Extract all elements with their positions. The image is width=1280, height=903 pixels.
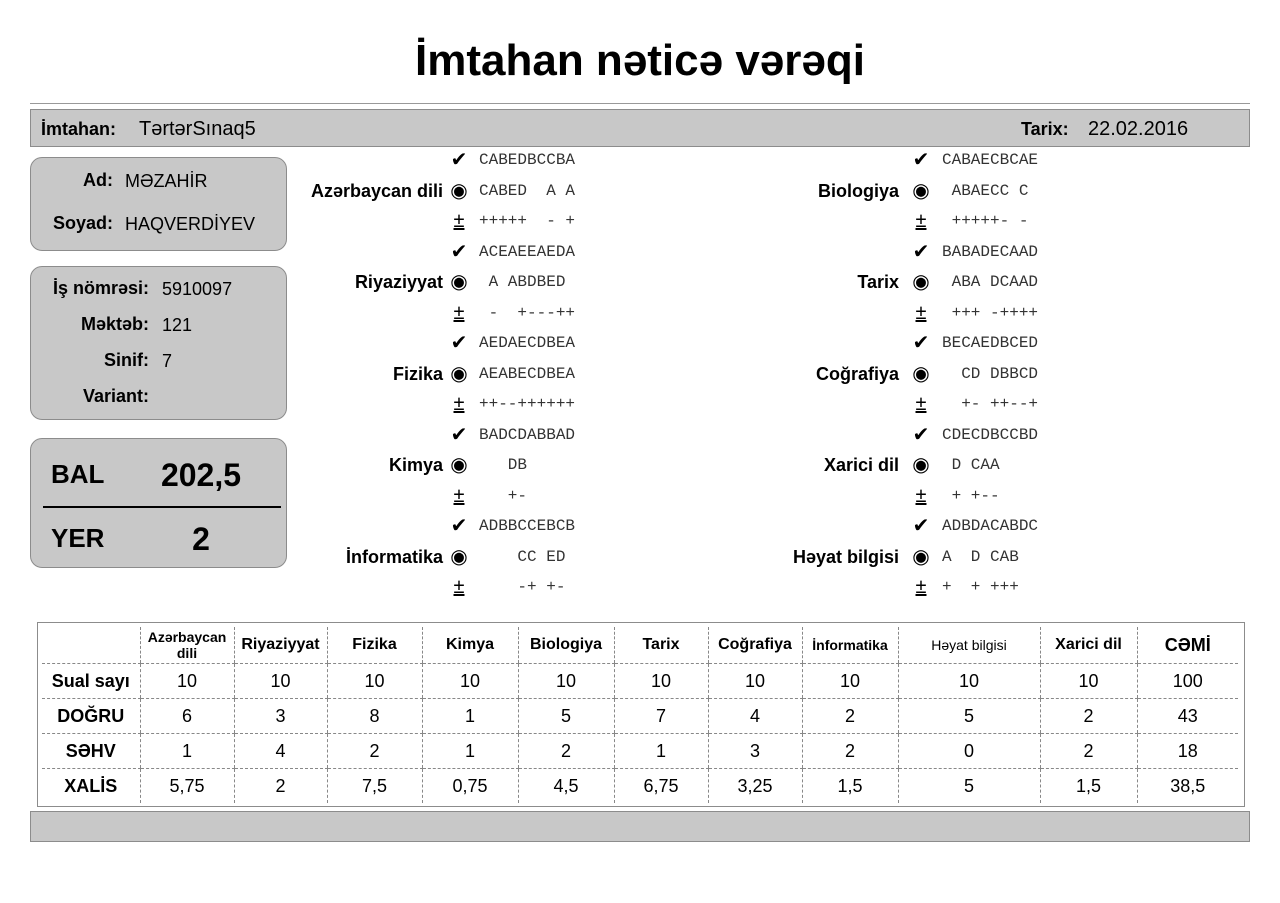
table-cell: 1,5 [1040, 769, 1137, 804]
school-value: 121 [162, 315, 193, 335]
student-panel [30, 157, 287, 251]
table-cell: 10 [422, 664, 518, 699]
subject-name: Xarici dil [823, 455, 899, 475]
column-header: İnformatika [802, 627, 898, 664]
table-cell: 4 [234, 734, 327, 769]
subject-name: Həyat bilgisi [792, 546, 899, 567]
plus-minus-icon: ± [915, 484, 927, 507]
student-name: MƏZAHİR [125, 171, 208, 191]
results-table-box [37, 622, 1245, 807]
table-cell: 3 [234, 699, 327, 734]
table-cell: 5,75 [140, 769, 234, 804]
answer-key: BABADECAAD [942, 242, 1039, 261]
class-value: 7 [162, 351, 173, 371]
student-answers: A ABDBED [479, 273, 566, 291]
result-marks: - +---++ [479, 303, 576, 322]
student-answers: ABA DCAAD [942, 273, 1039, 291]
subject-name: Azərbaycan dili [310, 180, 443, 201]
radio-icon: ◉ [450, 179, 468, 202]
table-cell: 10 [327, 664, 422, 699]
student-surname: HAQVERDİYEV [125, 214, 256, 234]
check-icon: ✔ [912, 240, 930, 263]
answer-key: ADBBCCEBCB [479, 517, 576, 535]
row-label: XALİS [64, 775, 118, 796]
student-answers: CD DBBCD [942, 364, 1039, 383]
table-cell: 5 [898, 769, 1040, 804]
table-cell: 10 [898, 664, 1040, 699]
check-icon: ✔ [912, 423, 930, 446]
table-cell: 10 [1040, 664, 1137, 699]
answer-key: BECAEDBCED [942, 334, 1039, 352]
column-header: Xarici dil [1040, 627, 1137, 664]
subject-name: Biologiya [817, 180, 899, 201]
result-marks: +- ++--+ [942, 395, 1039, 413]
table-cell: 1 [422, 734, 518, 769]
plus-minus-icon: ± [453, 484, 465, 507]
table-cell: 6 [140, 699, 234, 734]
student-answers: D CAA [942, 456, 1000, 474]
radio-icon: ◉ [912, 545, 930, 568]
column-header: Həyat bilgisi [898, 627, 1040, 664]
table-cell: 4,5 [518, 769, 614, 804]
plus-minus-icon: ± [915, 210, 927, 232]
radio-icon: ◉ [450, 362, 468, 385]
subject-name: Tarix [857, 272, 899, 292]
result-marks: -+ +- [479, 578, 566, 596]
table-cell: 3,25 [708, 769, 802, 804]
footer-bar [30, 811, 1250, 842]
table-cell: 2 [1040, 699, 1137, 734]
table-cell: 100 [1137, 664, 1238, 699]
result-marks: + +-- [942, 486, 1000, 505]
student-answers: A D CAB [942, 547, 1019, 566]
check-icon: ✔ [450, 332, 468, 354]
column-header [42, 627, 140, 664]
date-value: 22.02.2016 [1088, 118, 1189, 140]
result-marks: +++++- - [942, 212, 1029, 230]
column-header: Fizika [327, 627, 422, 664]
table-cell: 10 [708, 664, 802, 699]
variant-label: Variant: [82, 386, 149, 406]
plus-minus-icon: ± [453, 301, 465, 324]
id-value: 5910097 [162, 279, 233, 299]
result-marks: + + +++ [942, 578, 1019, 596]
table-cell: 1 [614, 734, 708, 769]
table-row [42, 769, 1238, 804]
column-header: Kimya [422, 627, 518, 664]
subject-name: İnformatika [345, 546, 443, 567]
answer-key: BADCDABBAD [479, 425, 576, 444]
result-marks: +++++ - + [479, 212, 576, 230]
radio-icon: ◉ [912, 271, 930, 293]
radio-icon: ◉ [450, 545, 468, 568]
table-cell: 0,75 [422, 769, 518, 804]
page-title: İmtahan nəticə vərəqi [415, 36, 865, 85]
subject-name: Riyaziyyat [354, 272, 443, 292]
table-cell: 2 [518, 734, 614, 769]
column-header: CƏMİ [1137, 627, 1238, 664]
column-header: Azərbaycan dili [140, 627, 234, 664]
table-cell: 2 [327, 734, 422, 769]
table-cell: 10 [802, 664, 898, 699]
table-cell: 43 [1137, 699, 1238, 734]
plus-minus-icon: ± [915, 393, 927, 415]
answer-key: ACEAEEAEDA [479, 242, 576, 261]
result-marks: +- [479, 486, 528, 505]
student-answers: AEABECDBEA [479, 364, 576, 383]
school-label: Məktəb: [80, 314, 149, 334]
surname-label: Soyad: [52, 213, 113, 233]
answer-key: CABEDBCCBA [479, 151, 576, 169]
table-row [42, 699, 1238, 734]
column-header: Biologiya [518, 627, 614, 664]
check-icon: ✔ [912, 332, 930, 354]
answer-key: CABAECBCAE [942, 151, 1039, 169]
column-header: Coğrafiya [708, 627, 802, 664]
check-icon: ✔ [450, 149, 468, 171]
results-table [42, 627, 1238, 803]
exam-header-bar [30, 109, 1250, 147]
name-label: Ad: [83, 170, 113, 190]
table-cell: 6,75 [614, 769, 708, 804]
subject-name: Kimya [388, 455, 443, 475]
check-icon: ✔ [450, 423, 468, 446]
plus-minus-icon: ± [453, 393, 465, 415]
yer-label: YER [51, 523, 105, 553]
check-icon: ✔ [450, 240, 468, 263]
radio-icon: ◉ [912, 454, 930, 476]
table-cell: 7,5 [327, 769, 422, 804]
radio-icon: ◉ [450, 454, 468, 476]
table-cell: 2 [234, 769, 327, 804]
class-label: Sinif: [104, 350, 149, 370]
answer-key: CDECDBCCBD [942, 425, 1039, 444]
bal-label: BAL [51, 459, 105, 489]
bal-value: 202,5 [160, 457, 242, 493]
row-label: SƏHV [42, 734, 140, 769]
student-answers: CABED A A [479, 181, 576, 200]
table-cell: 2 [802, 734, 898, 769]
table-cell: 8 [327, 699, 422, 734]
table-cell: 18 [1137, 734, 1238, 769]
plus-minus-icon: ± [915, 301, 927, 324]
exam-name: TərtərSınaq5 [139, 118, 256, 140]
result-marks: +++ -++++ [942, 303, 1039, 322]
answer-key: ADBDACABDC [942, 517, 1039, 535]
table-cell: 10 [140, 664, 234, 699]
date-label: Tarix: [1021, 119, 1069, 139]
column-header: Riyaziyyat [234, 627, 327, 664]
student-answers: ABAECC C [942, 181, 1029, 200]
student-answers: CC ED [479, 547, 566, 566]
divider [30, 103, 1250, 104]
row-label: Sual sayı [42, 664, 140, 699]
column-header: Tarix [614, 627, 708, 664]
student-answers: DB [479, 456, 528, 474]
subject-name: Coğrafiya [815, 363, 899, 384]
table-cell: 2 [1040, 734, 1137, 769]
table-cell: 2 [802, 699, 898, 734]
radio-icon: ◉ [912, 179, 930, 202]
table-cell: 38,5 [1137, 769, 1238, 804]
yer-value: 2 [192, 521, 210, 557]
plus-minus-icon: ± [915, 576, 927, 598]
check-icon: ✔ [450, 515, 468, 537]
table-cell: 10 [518, 664, 614, 699]
table-cell: 1 [422, 699, 518, 734]
table-cell: 10 [234, 664, 327, 699]
score-divider [43, 506, 281, 508]
row-label: DOĞRU [42, 699, 140, 734]
result-marks: ++--++++++ [479, 395, 576, 413]
table-cell: 4 [708, 699, 802, 734]
table-cell: 5 [518, 699, 614, 734]
table-cell: 0 [898, 734, 1040, 769]
table-cell: 5 [898, 699, 1040, 734]
table-cell: 1,5 [802, 769, 898, 804]
check-icon: ✔ [912, 515, 930, 537]
radio-icon: ◉ [912, 362, 930, 385]
id-label: İş nömrəsi: [52, 278, 149, 298]
exam-label: İmtahan: [41, 119, 117, 139]
table-cell: 1 [140, 734, 234, 769]
subject-name: Fizika [392, 363, 443, 384]
plus-minus-icon: ± [453, 210, 465, 232]
answer-key: AEDAECDBEA [479, 334, 576, 352]
radio-icon: ◉ [450, 271, 468, 293]
table-cell: 10 [614, 664, 708, 699]
table-cell: 7 [614, 699, 708, 734]
check-icon: ✔ [912, 149, 930, 171]
table-row [42, 734, 1238, 769]
table-cell: 3 [708, 734, 802, 769]
plus-minus-icon: ± [453, 576, 465, 598]
table-row [42, 664, 1238, 699]
